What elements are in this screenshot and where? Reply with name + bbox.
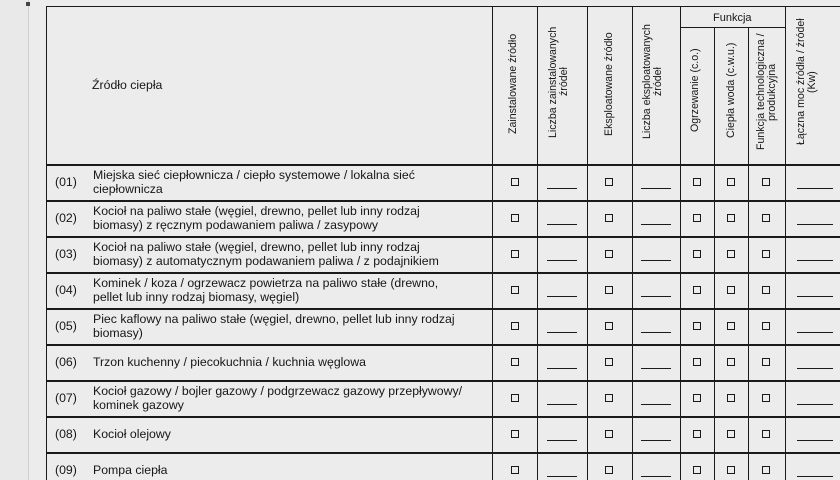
row-divider — [46, 416, 840, 418]
function-group-divider — [680, 27, 785, 28]
hot-water-checkbox[interactable] — [727, 286, 735, 294]
row-number: (03) — [55, 247, 77, 261]
total-power-field[interactable] — [797, 188, 833, 189]
installed-count-field[interactable] — [547, 476, 577, 477]
row-number: (07) — [55, 391, 77, 405]
installed-checkbox[interactable] — [511, 286, 519, 294]
operated-checkbox[interactable] — [605, 466, 613, 474]
total-power-field[interactable] — [797, 368, 833, 369]
hot-water-checkbox[interactable] — [727, 214, 735, 222]
header-tech-function: Funkcja technologiczna / produkcyjna — [755, 33, 778, 151]
row-divider — [46, 452, 840, 454]
operated-count-field[interactable] — [641, 440, 671, 441]
heating-checkbox[interactable] — [693, 394, 701, 402]
installed-count-field[interactable] — [547, 332, 577, 333]
row-label-line2: biomasy) z automatycznym podawaniem paliwa / z podajnikiem — [93, 254, 439, 268]
installed-checkbox[interactable] — [511, 394, 519, 402]
installed-count-field[interactable] — [547, 404, 577, 405]
total-power-field[interactable] — [797, 440, 833, 441]
operated-checkbox[interactable] — [605, 250, 613, 258]
row-divider — [46, 272, 840, 274]
tech-function-checkbox[interactable] — [762, 394, 770, 402]
hot-water-checkbox[interactable] — [727, 430, 735, 438]
installed-count-field[interactable] — [547, 260, 577, 261]
header-hot-water: Ciepła woda (c.w.u.) — [725, 42, 737, 138]
installed-count-field[interactable] — [547, 188, 577, 189]
tech-function-checkbox[interactable] — [762, 250, 770, 258]
tech-function-checkbox[interactable] — [762, 430, 770, 438]
column-divider — [785, 6, 786, 480]
operated-count-field[interactable] — [641, 404, 671, 405]
operated-checkbox[interactable] — [605, 358, 613, 366]
header-function-group: Funkcja — [713, 12, 752, 24]
row-label-line2: ciepłownicza — [93, 182, 163, 196]
heating-checkbox[interactable] — [693, 466, 701, 474]
row-divider — [46, 380, 840, 382]
operated-count-field[interactable] — [641, 296, 671, 297]
heating-checkbox[interactable] — [693, 358, 701, 366]
column-divider — [537, 6, 538, 480]
operated-count-field[interactable] — [641, 260, 671, 261]
heating-checkbox[interactable] — [693, 430, 701, 438]
operated-count-field[interactable] — [641, 188, 671, 189]
row-label-line2: biomasy) — [93, 326, 143, 340]
operated-checkbox[interactable] — [605, 430, 613, 438]
row-label-line1: Kominek / koza / ogrzewacz powietrza na paliwo stałe (drewno, — [93, 276, 439, 290]
operated-checkbox[interactable] — [605, 178, 613, 186]
row-label-line1: Trzon kuchenny / piecokuchnia / kuchnia węglowa — [93, 355, 366, 369]
header-source-label: Źródło ciepła — [92, 78, 163, 92]
hot-water-checkbox[interactable] — [727, 466, 735, 474]
header-heating: Ogrzewanie (c.o.) — [689, 48, 701, 132]
page-margin — [0, 0, 29, 480]
column-divider — [680, 6, 681, 480]
row-number: (06) — [55, 355, 77, 369]
operated-count-field[interactable] — [641, 476, 671, 477]
row-number: (04) — [55, 283, 77, 297]
column-divider — [632, 6, 633, 480]
row-label-line1: Miejska sieć ciepłownicza / ciepło systemowe / lokalna sieć — [93, 168, 415, 182]
header-installed: Zainstalowane źródło — [507, 33, 519, 135]
column-divider — [492, 6, 493, 480]
heating-checkbox[interactable] — [693, 322, 701, 330]
row-label-line1: Kocioł na paliwo stałe (węgiel, drewno, pellet lub inny rodzaj — [93, 204, 420, 218]
hot-water-checkbox[interactable] — [727, 322, 735, 330]
tech-function-checkbox[interactable] — [762, 178, 770, 186]
row-divider — [46, 344, 840, 346]
header-operated: Eksploatowane źródło — [603, 32, 615, 136]
row-number: (05) — [55, 319, 77, 333]
operated-checkbox[interactable] — [605, 322, 613, 330]
total-power-field[interactable] — [797, 404, 833, 405]
row-divider — [46, 308, 840, 310]
heating-checkbox[interactable] — [693, 214, 701, 222]
installed-checkbox[interactable] — [511, 322, 519, 330]
hot-water-checkbox[interactable] — [727, 250, 735, 258]
tech-function-checkbox[interactable] — [762, 214, 770, 222]
installed-checkbox[interactable] — [511, 358, 519, 366]
row-label-line2: pellet lub inny rodzaj biomasy, węgiel) — [93, 290, 300, 304]
total-power-field[interactable] — [797, 332, 833, 333]
installed-count-field[interactable] — [547, 440, 577, 441]
hot-water-checkbox[interactable] — [727, 178, 735, 186]
operated-checkbox[interactable] — [605, 286, 613, 294]
heating-checkbox[interactable] — [693, 250, 701, 258]
operated-checkbox[interactable] — [605, 214, 613, 222]
row-number: (02) — [55, 211, 77, 225]
row-label-line1: Kocioł gazowy / bojler gazowy / podgrzewacz gazowy przepływowy/ — [93, 384, 463, 398]
row-number: (01) — [55, 175, 77, 189]
row-label-line1: Kocioł olejowy — [93, 427, 171, 441]
header-installed-count: Liczba zainstalowanych źródeł — [547, 26, 570, 138]
row-divider — [46, 236, 840, 238]
row-label-line1: Piec kaflowy na paliwo stałe (węgiel, drewno, pellet lub inny rodzaj — [93, 312, 455, 326]
installed-checkbox[interactable] — [511, 214, 519, 222]
installed-count-field[interactable] — [547, 368, 577, 369]
table-left-border — [46, 6, 47, 480]
installed-checkbox[interactable] — [511, 430, 519, 438]
table-top-border — [46, 6, 840, 7]
operated-count-field[interactable] — [641, 332, 671, 333]
installed-checkbox[interactable] — [511, 250, 519, 258]
total-power-field[interactable] — [797, 260, 833, 261]
row-label-line1: Kocioł na paliwo stałe (węgiel, drewno, pellet lub inny rodzaj — [93, 240, 420, 254]
row-label-line1: Pompa ciepła — [93, 463, 168, 477]
row-number: (08) — [55, 427, 77, 441]
tech-function-checkbox[interactable] — [762, 358, 770, 366]
header-total-power: Łączna moc źródła / źródeł (Kw) — [795, 18, 818, 146]
header-operated-count: Liczba eksploatowanych źródeł — [641, 24, 664, 140]
installed-count-field[interactable] — [547, 224, 577, 225]
installed-checkbox[interactable] — [511, 178, 519, 186]
total-power-field[interactable] — [797, 296, 833, 297]
tech-function-checkbox[interactable] — [762, 286, 770, 294]
heating-checkbox[interactable] — [693, 286, 701, 294]
operated-count-field[interactable] — [641, 368, 671, 369]
row-number: (09) — [55, 463, 77, 477]
total-power-field[interactable] — [797, 476, 833, 477]
heating-checkbox[interactable] — [693, 178, 701, 186]
hot-water-checkbox[interactable] — [727, 394, 735, 402]
total-power-field[interactable] — [797, 224, 833, 225]
row-label-line2: biomasy) z ręcznym podawaniem paliwa / zasypowy — [93, 218, 378, 232]
row-divider — [46, 164, 840, 166]
installed-checkbox[interactable] — [511, 466, 519, 474]
tech-function-checkbox[interactable] — [762, 466, 770, 474]
column-divider — [587, 6, 588, 480]
row-divider — [46, 200, 840, 202]
tech-function-checkbox[interactable] — [762, 322, 770, 330]
operated-checkbox[interactable] — [605, 394, 613, 402]
column-divider — [748, 27, 749, 480]
operated-count-field[interactable] — [641, 224, 671, 225]
installed-count-field[interactable] — [547, 296, 577, 297]
page-corner-mark — [26, 2, 30, 6]
hot-water-checkbox[interactable] — [727, 358, 735, 366]
column-divider — [714, 27, 715, 480]
row-label-line2: kominek gazowy — [93, 398, 184, 412]
